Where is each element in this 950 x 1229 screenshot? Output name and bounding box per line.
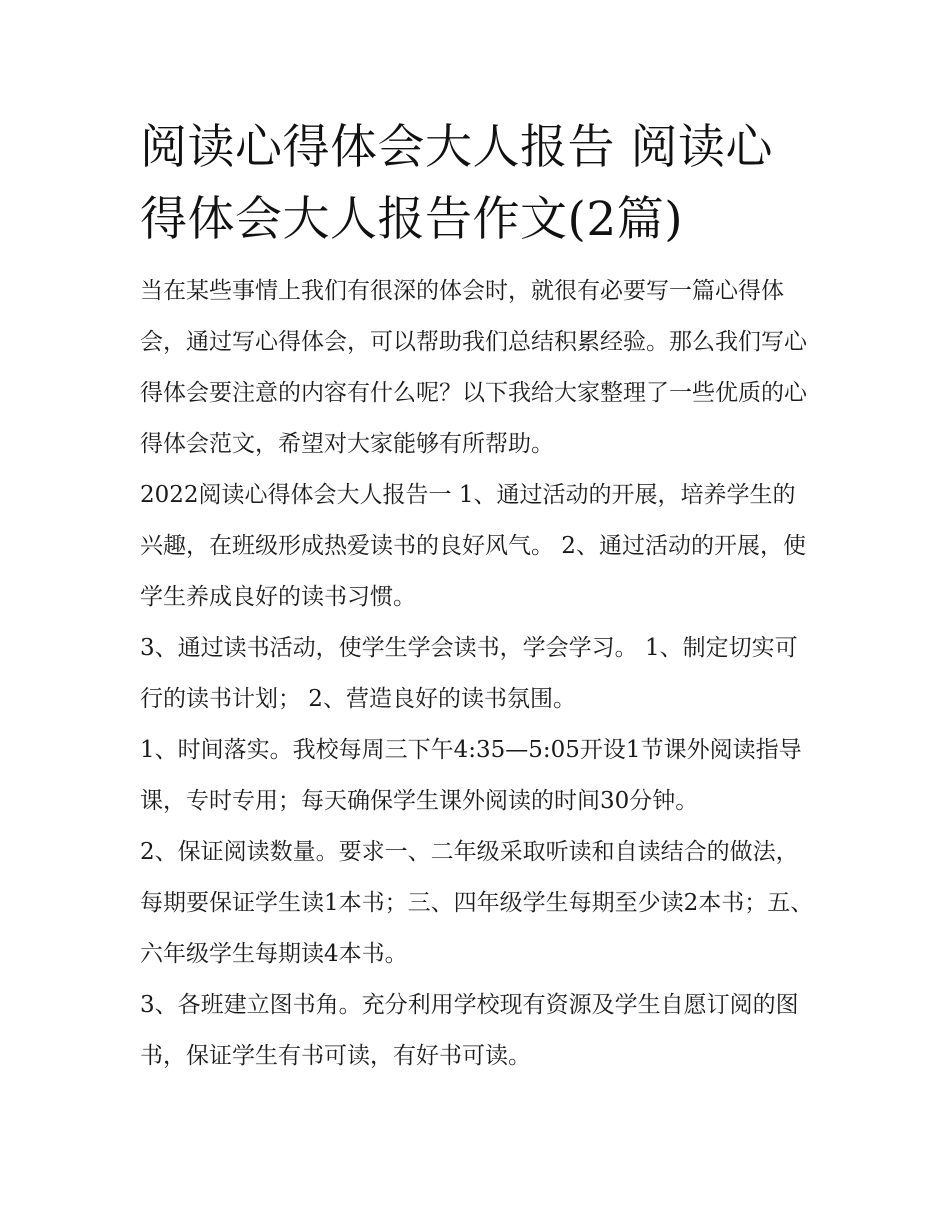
paragraph-intro: 当在某些事情上我们有很深的体会时，就很有必要写一篇心得体会，通过写心得体会，可以帮助我们总结积累经验。那么我们写心得体会要注意的内容有什么呢？以下我给大家整理了一些优质的心得体会范文，希望对大家能够有所帮助。 bbox=[140, 278, 807, 457]
document-title: 阅读心得体会大人报告 阅读心得体会大人报告作文(2篇) bbox=[140, 120, 773, 247]
paragraph-book-corner: 3、各班建立图书角。充分利用学校现有资源及学生自愿订阅的图书，保证学生有书可读，有好书可读。 bbox=[140, 992, 799, 1069]
paragraph-report-one: 2022阅读心得体会大人报告一 1、通过活动的开展，培养学生的兴趣，在班级形成热爱读书的良好风气。 2、通过活动的开展，使学生养成良好的读书习惯。 bbox=[140, 482, 806, 610]
document-content bbox=[140, 112, 815, 1082]
paragraph-reading-activity: 3、通过读书活动，使学生学会读书，学会学习。 1、制定切实可行的读书计划； 2、营造良好的读书氛围。 bbox=[140, 635, 798, 712]
document-body bbox=[140, 266, 815, 1082]
paragraph-time: 1、时间落实。我校每周三下午4:35—5:05开设1节课外阅读指导课，专时专用；每天确保学生课外阅读的时间30分钟。 bbox=[140, 737, 802, 814]
paragraph-quantity: 2、保证阅读数量。要求一、二年级采取听读和自读结合的做法，每期要保证学生读1本书；三、四年级学生每期至少读2本书；五、六年级学生每期读4本书。 bbox=[140, 839, 814, 967]
